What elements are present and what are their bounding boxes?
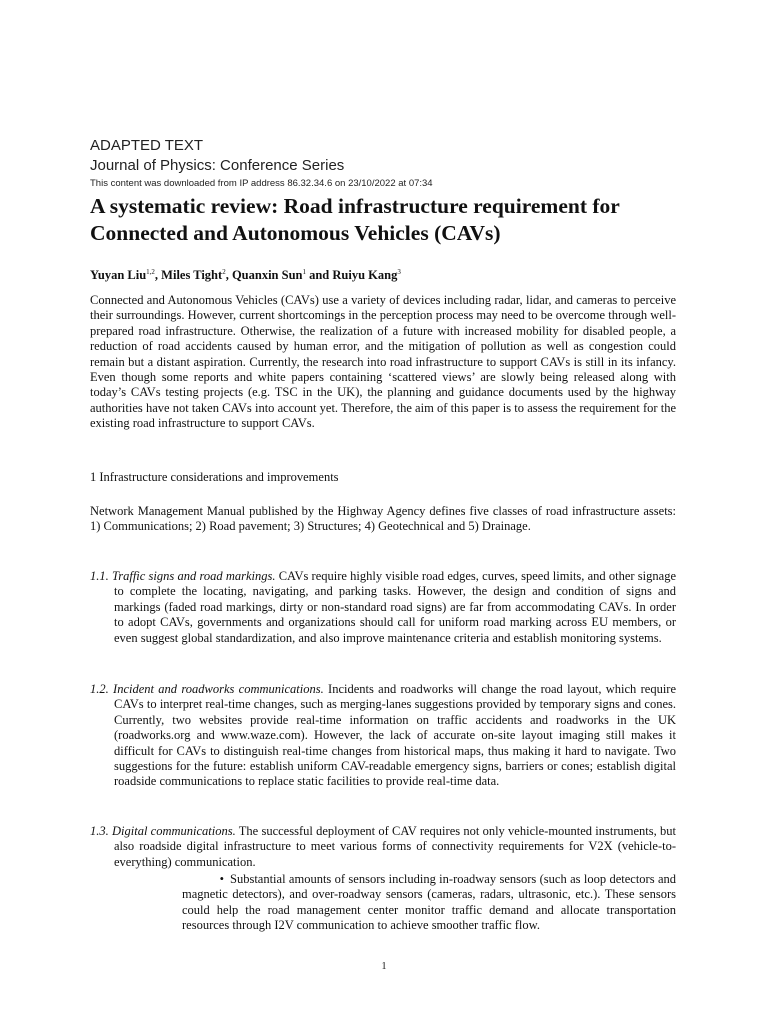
bullet-icon: • [219, 872, 224, 886]
author-list [90, 268, 401, 283]
author-name: and Ruiyu Kang [305, 268, 398, 283]
subsection-traffic-signs [90, 569, 676, 646]
subsection-lead: 1.3. Digital communications. [90, 824, 236, 838]
section-intro-paragraph: Network Management Manual published by the Highway Agency defines five classes of road infrastructure assets: 1) Communications; 2) Road pavement; 3) Structures; 4) Geotechnical and 5) Drainage. [90, 504, 676, 534]
author-name: , Quanxin Sun [225, 268, 303, 283]
author-name: Yuyan Liu [90, 268, 147, 283]
download-notice: This content was downloaded from IP address 86.32.34.6 on 23/10/2022 at 07:34 [90, 178, 433, 189]
author-affiliation: 1,2 [146, 268, 155, 276]
abstract-paragraph: Connected and Autonomous Vehicles (CAVs) use a variety of devices including radar, lidar, and cameras to perceive their surroundings. However, current shortcomings in the perception process may need to be overcome through well-prepared road infrastructure. Otherwise, the realization of a future with increased mobility for disabled people, a reduction of road accidents caused by human error, and the mitigation of pollution as well as congestion could remain but a distant aspiration. Currently, the research into road infrastructure to support CAVs is still in its infancy. Even though some reports and white papers containing ‘scattered views’ are slowly being released along with today’s CAVs testing projects (e.g. TSC in the UK), the planning and guidance documents used by the highway authorities have not taken CAVs into account yet. Therefore, the aim of this paper is to assess the requirement for the existing road infrastructure to support CAVs. [90, 293, 676, 431]
bullet-text: Substantial amounts of sensors including in-roadway sensors (such as loop detectors and magnetic detectors), and over-roadway sensors (cameras, radars, ultrasonic, etc.). These sensors could help the road management center monitor traffic demand and allocate transportation resources through I2V communication to achieve smoother traffic flow. [182, 872, 676, 933]
subsection-lead: 1.2. Incident and roadworks communications. [90, 682, 324, 696]
subsection-incident-roadworks [90, 682, 676, 790]
subsection-lead: 1.1. Traffic signs and road markings. [90, 569, 276, 583]
adapted-text-label: ADAPTED TEXT [90, 137, 204, 154]
subsection-digital-communications [90, 824, 676, 870]
page-number: 1 [381, 961, 387, 972]
author-affiliation: 3 [397, 268, 401, 276]
journal-name: Journal of Physics: Conference Series [90, 157, 345, 174]
subsection-text: CAVs require highly visible road edges, curves, speed limits, and other signage to complete the locating, navigating, and parking tasks. However, the design and condition of signs and markings (faded road markings, dirty or non-standard road signs) are far from accommodating CAVs. In order to adopt CAVs, governments and organizations should call for uniform road marking across EU members, or even suggest global standardization, and also improve maintenance criteria and establish monitoring systems. [114, 569, 676, 645]
section-heading: 1 Infrastructure considerations and improvements [90, 470, 339, 484]
paper-title: A systematic review: Road infrastructure requirement for Connected and Autonomous Vehicles (CAVs) [90, 194, 620, 245]
subsection-text: The successful deployment of CAV requires not only vehicle-mounted instruments, but also roadside digital infrastructure to meet various forms of connectivity requirements for V2X (vehicle-to-everything) communication. [114, 824, 676, 869]
author-affiliation: 1 [302, 268, 306, 276]
author-affiliation: 2 [222, 268, 226, 276]
bullet-item [182, 872, 676, 934]
author-name: , Miles Tight [154, 268, 223, 283]
subsection-text: Incidents and roadworks will change the road layout, which require CAVs to interpret real-time changes, such as merging-lanes suggestions provided by temporary signs and cones. Currently, two websites provide real-time information on traffic accidents and roadworks in the UK (roadworks.org and www.waze.com). However, the lack of accurate on-site layout imaging still makes it difficult for CAVs to distinguish real-time changes from historical maps, thus making it hard to navigate. Two suggestions for the future: establish uniform CAV-readable emergency signs, barriers or cones; establish digital roadside communications to replace static facilities to provide real-time data. [114, 682, 677, 789]
